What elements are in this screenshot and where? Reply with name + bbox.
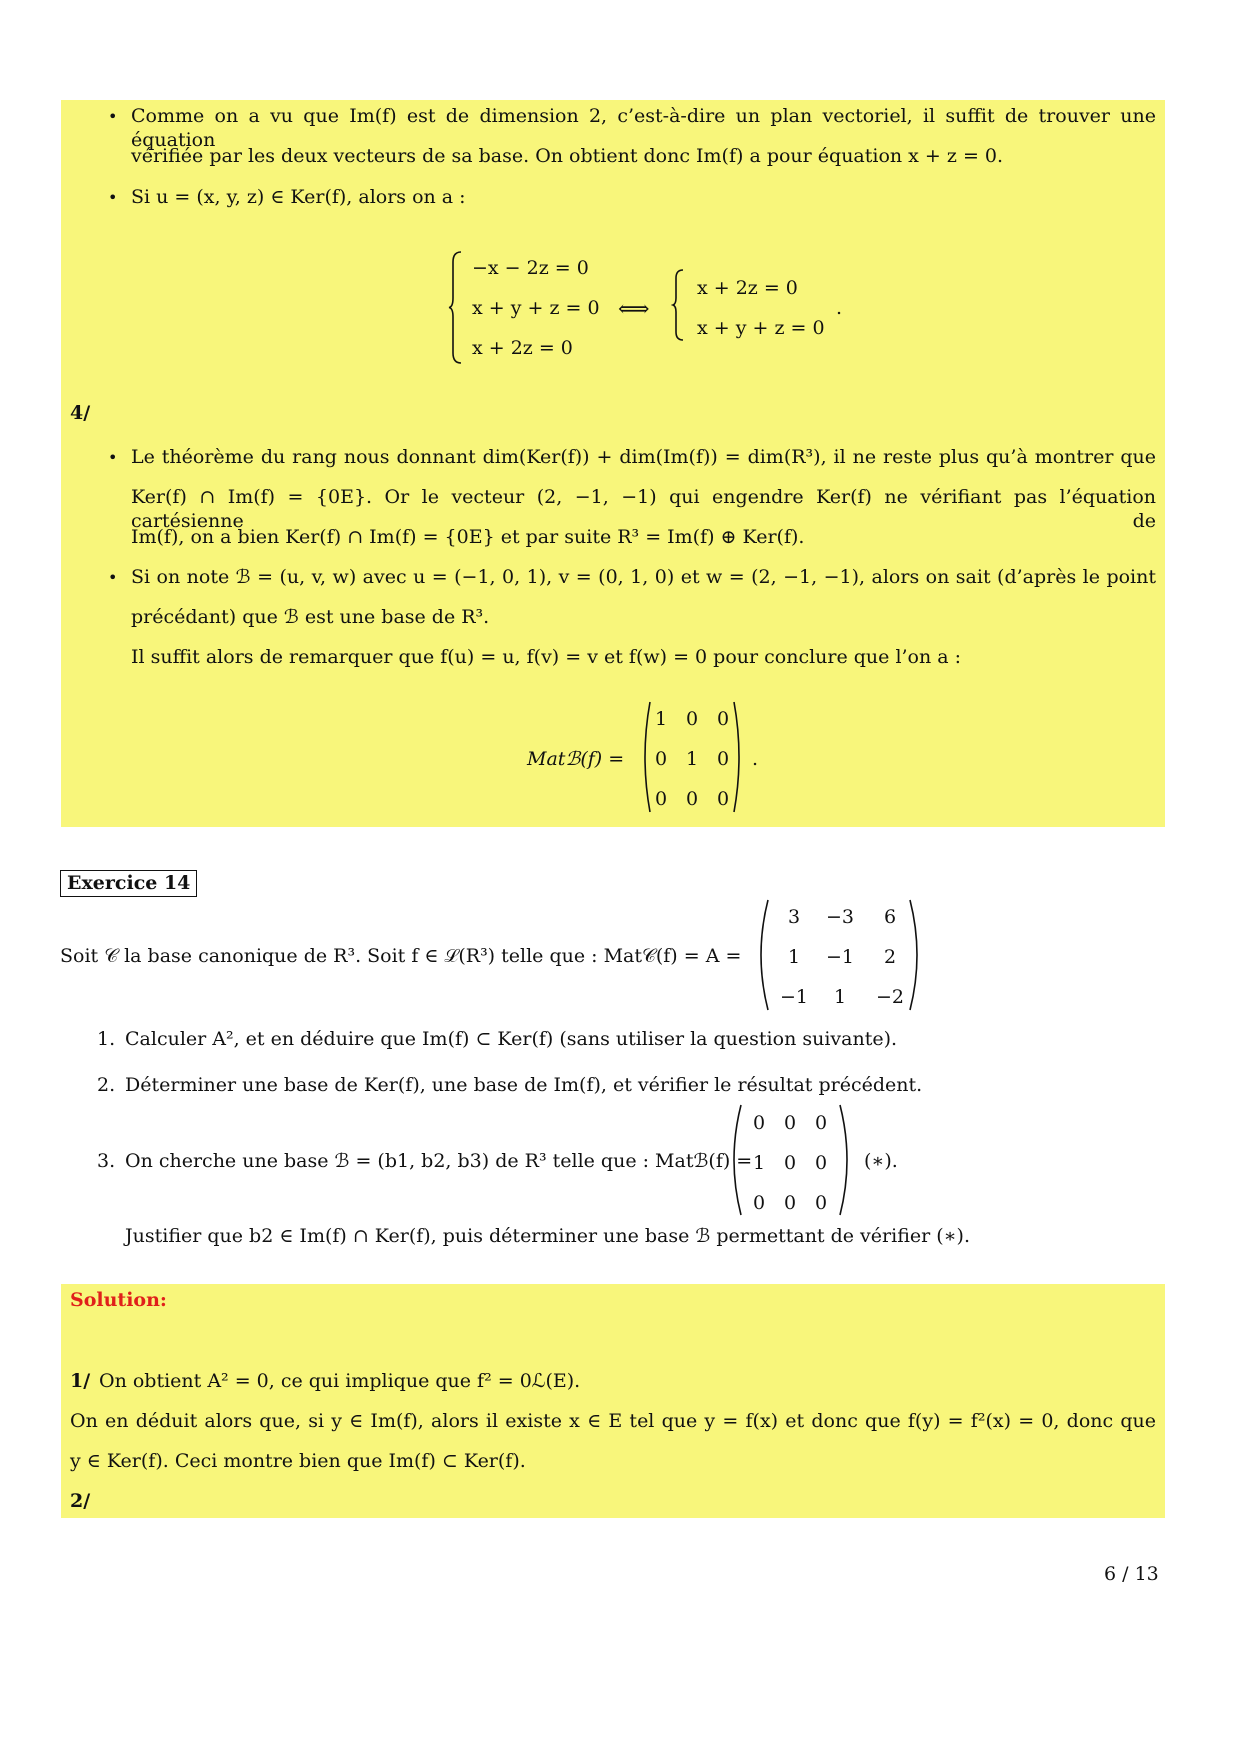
system-left-eq-1: −x − 2z = 0 (472, 257, 589, 279)
bullet: • (108, 568, 118, 587)
matrix-A-cell: 1 (833, 986, 847, 1008)
matrix-cell: 0 (685, 708, 699, 730)
system-left-eq-3: x + 2z = 0 (472, 337, 573, 359)
right-paren-icon (838, 1103, 856, 1217)
exercise-title: Exercice 14 (60, 870, 197, 897)
left-paren-icon (752, 898, 770, 1012)
matrix-cell: 0 (716, 708, 730, 730)
question-3-follow: Justifier que b2 ∈ Im(f) ∩ Ker(f), puis déterminer une base ℬ permettant de vérifier (∗). (125, 1225, 971, 1247)
matrix-q3-cell: 1 (752, 1152, 766, 1174)
matrix-q3-cell: 0 (783, 1192, 797, 1214)
question-number-1: 1. (97, 1028, 116, 1050)
solution-part-1-label: 1/ (70, 1370, 91, 1392)
system-right-eq-1: x + 2z = 0 (697, 277, 798, 299)
bullet-1-line-2: vérifiée par les deux vecteurs de sa base. On obtient donc Im(f) a pour équation x + z = 0. (131, 145, 1004, 167)
matrix-A-cell: 6 (883, 906, 897, 928)
page-number: 6 / 13 (1104, 1563, 1159, 1585)
question-number-3: 3. (97, 1150, 116, 1172)
bullet-1-line-1: Comme on a vu que Im(f) est de dimension 2, c’est-à-dire un plan vectoriel, il suffit de trouver une équation (131, 105, 1156, 151)
matrix-cell: 0 (685, 788, 699, 810)
question-2: Déterminer une base de Ker(f), une base de Im(f), et vérifier le résultat précédent. (125, 1074, 923, 1096)
part-4-label: 4/ (70, 402, 91, 424)
right-paren-icon (732, 700, 746, 814)
system-end-dot: . (836, 297, 843, 319)
matrix-q3-cell: 0 (752, 1192, 766, 1214)
question-1: Calculer A², et en déduire que Im(f) ⊂ Ker(f) (sans utiliser la question suivante). (125, 1028, 898, 1050)
exercise-intro: Soit 𝒞 la base canonique de R³. Soit f ∈ ℒ(R³) telle que : Mat𝒞(f) = A = (60, 945, 742, 967)
matrix-q3-cell: 0 (814, 1192, 828, 1214)
solution-label: Solution: (70, 1289, 167, 1311)
solution-line-3: y ∈ Ker(f). Ceci montre bien que Im(f) ⊂ Ker(f). (70, 1450, 526, 1472)
bullet-4-line-2: précédant) que ℬ est une base de R³. (131, 606, 490, 628)
solution-line-2: On en déduit alors que, si y ∈ Im(f), alors il existe x ∈ E tel que y = f(x) et donc que f(y) = f²(x) = 0, donc que (70, 1410, 1156, 1432)
matrix-cell: 0 (716, 748, 730, 770)
solution-line-1: On obtient A² = 0, ce qui implique que f² = 0ℒ(E). (99, 1370, 581, 1392)
matrix-label: Matℬ(f) = (527, 748, 625, 770)
iff-symbol: ⟺ (618, 297, 650, 322)
matrix-cell: 0 (716, 788, 730, 810)
matrix-q3-cell: 0 (814, 1152, 828, 1174)
bullet-2-line-1: Si u = (x, y, z) ∈ Ker(f), alors on a : (131, 186, 466, 208)
right-brace-icon (671, 268, 685, 342)
question-number-2: 2. (97, 1074, 116, 1096)
matrix-A-cell: −3 (825, 906, 854, 928)
left-brace-icon (447, 250, 463, 365)
matrix-cell: 0 (654, 748, 668, 770)
bullet: • (108, 107, 118, 126)
matrix-cell: 1 (654, 708, 668, 730)
matrix-end-dot: . (752, 748, 759, 770)
solution-part-2-label: 2/ (70, 1490, 91, 1512)
matrix-A-cell: 2 (883, 946, 897, 968)
matrix-q3-cell: 0 (783, 1112, 797, 1134)
matrix-A-cell: −2 (875, 986, 904, 1008)
bullet-4-line-3: Il suffit alors de remarquer que f(u) = u, f(v) = v et f(w) = 0 pour conclure que l’on a : (131, 646, 962, 668)
system-right-eq-2: x + y + z = 0 (697, 317, 825, 339)
matrix-q3-cell: 0 (783, 1152, 797, 1174)
question-3: On cherche une base ℬ = (b1, b2, b3) de R³ telle que : Matℬ(f) = (125, 1150, 753, 1172)
bullet: • (108, 448, 118, 467)
bullet-3-line-1: Le théorème du rang nous donnant dim(Ker(f)) + dim(Im(f)) = dim(R³), il ne reste plus qu’à montrer que (131, 446, 1156, 468)
matrix-A-cell: 3 (787, 906, 801, 928)
bullet-4-line-1: Si on note ℬ = (u, v, w) avec u = (−1, 0, 1), v = (0, 1, 0) et w = (2, −1, −1), alors on sait (d’après le point (131, 566, 1156, 588)
bullet-3-line-2: Ker(f) ∩ Im(f) = {0E}. Or le vecteur (2, −1, −1) qui engendre Ker(f) ne vérifiant pas l’équation cartésienne de (131, 486, 1156, 532)
bullet: • (108, 188, 118, 207)
bullet-3-line-3: Im(f), on a bien Ker(f) ∩ Im(f) = {0E} et par suite R³ = Im(f) ⊕ Ker(f). (131, 526, 805, 548)
solution-box (61, 1284, 1165, 1518)
matrix-A-cell: −1 (779, 986, 808, 1008)
matrix-A-cell: 1 (787, 946, 801, 968)
question-3-star: (∗). (864, 1150, 898, 1172)
right-paren-icon (908, 898, 926, 1012)
matrix-A-cell: −1 (825, 946, 854, 968)
matrix-q3-cell: 0 (814, 1112, 828, 1134)
matrix-q3-cell: 0 (752, 1112, 766, 1134)
matrix-cell: 0 (654, 788, 668, 810)
matrix-cell: 1 (685, 748, 699, 770)
system-left-eq-2: x + y + z = 0 (472, 297, 600, 319)
